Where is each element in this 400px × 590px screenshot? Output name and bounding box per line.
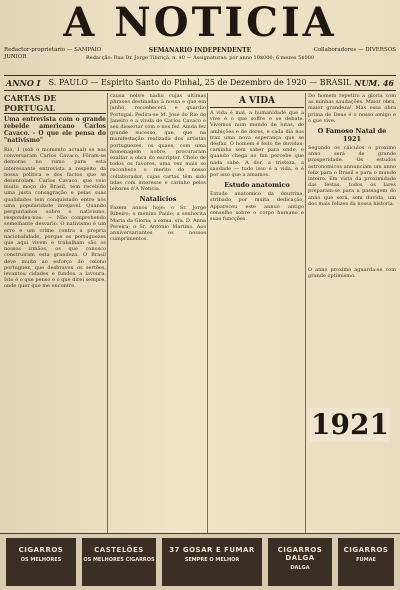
column-1 [4, 93, 106, 533]
article-body: Estudo anatomico da doutrina, stribado por muita dedicação, Appareceu este annuo antigo conselho sobre o corpo humano e suas funcções. [210, 191, 304, 223]
year-label: ANNO I [6, 78, 41, 88]
section-title: A VIDA [210, 96, 304, 108]
column-4 [308, 93, 396, 533]
article-body: Rio, 1 (sob o momento actual) se nos conversaram Carlos Cavaco. Fôram-se demoras no rumo para esta interessante entrevista a respeito da nossa politica e dos factos que se desenrolam. Carlos Cavaco, que veio muito moço do Brasil, tem recebido uma justa consagração e pelas suas qualidades tem conquistado entre nós uma popularidade invejavel. Quando perguntamos sobre o nativismo, respondeu-nos: — Não comprehendo semelhante desvario. O nativismo é um erro e um crime contra a propria nacionalidade, porque os portuguezes que aqui vivem e trabalham são os nossos irmãos, os que conosco construiram esta grandeza. O Brasil deve muito ao esforço do colono portuguez, que desbravou os sertões, levantou cidades e fundou a lavoura. Isto é o que penso e o que direi sempre, onde quer que me encontre. [4, 147, 106, 290]
column-2 [110, 93, 206, 533]
article-body: Segundo os cálculos o proximo anno será de grande prosperidade. Os estudos astronomicos annunciam um anno feliz para o Brasil e para o mundo inteiro. Em vista da proximidade das festas, todos os lares preparam-se para a passagem do anno que será, sem duvida, um dos mais felizes da nossa historia. [308, 145, 396, 207]
ad-castelloes: CASTELÕES OS MELHORES CIGARROS [82, 538, 156, 586]
masthead [0, 0, 400, 46]
article-body: Do homem repetiro a gloria com as minhas saudações. Maior obra, maior grandeza! Mas essa obra prima de Deus é o nosso amigo e o que vive. [308, 93, 396, 124]
ad-gosar-fumar: 37 GOSAR E FUMAR SEMPRE O MELHOR [162, 538, 262, 586]
masthead-info [4, 47, 396, 65]
place-date: S. PAULO — Espirito Santo do Pinhal, 25 de Dezembro de 1920 — BRASIL [48, 78, 352, 87]
editor-info: Redactor-proprietario — SAMPAIO JUNIOR [4, 47, 102, 60]
year-1921-graphic: 1921 [311, 408, 389, 441]
subsection-title: Natalicios [139, 195, 177, 204]
subscription-info: Redacção: Rua Dr. Jorge Tibiriçá, n. 40 — Assignaturas: por anno 10$000; 6 mezes 5$000 [85, 55, 314, 61]
subsection-title: O Famoso Natal de 1921 [317, 127, 387, 144]
article-body: O anno proximo aguarda-se com grande optimismo. [308, 267, 396, 280]
article-columns [4, 93, 396, 533]
article-body: A vida é mal, a humanidade que a vive é o que soffre e se debate. Vivemos num mundo de lutas, de ambições e de dores, e cada dia nos traz uma nova esperança que se desfaz. O homem é feito de duvidas; caminha sem saber para onde, e quando chega ao fim percebe que nada sabe. A dor, a tristeza, a saudade — tudo isso é a vida, e é por isso que a amamos. [210, 110, 304, 179]
article-body: Fazem annos hoje: o Sr. Jorge Ribeiro; o menino Paulo; a senhorita Maria da Gloria; a exma. sra. D. Anna Pereira; o Sr. Antonio Martins. Aos anniversariantes os nossos cumprimentos. [110, 205, 206, 243]
newspaper-title: A NOTICIA [63, 0, 337, 46]
article-headline: Uma entrevista com o grande rebelde americano Carlos Cavaco. - O que ele pensa do "nativismo" [4, 116, 106, 144]
section-title: CARTAS DE PORTUGAL [4, 93, 106, 114]
article-body: causa nobre nadiu cujas ultimas phrases destinadas á nossa e que em junho, reconhecerá e quardio Portugal. Pedira-se M. José do Rio de Janeiro e a vinda de Carlos Cavaco e seu dissertar com o nos fez. Ainda fez grande sucesso, que, que na manifestação realizada dos artistas portuguezes, os quaes, com uma homenagem nobre, procuraram exaltar a obra do escriptor. Cheio de todos os favores, uma vez mais se reconhece o merito do nosso collaborador, cujas cartas têm sido lidas com interesse e carinho pelos leitores d'A Noticia. [110, 93, 206, 193]
column-3 [210, 93, 304, 533]
column-divider [207, 93, 208, 533]
weekly-label: SEMANARIO INDEPENDENTE [148, 47, 252, 54]
column-divider [107, 93, 108, 533]
column-divider [305, 93, 306, 533]
subsection-title: Estudo anatomico [224, 181, 290, 190]
ad-dalga: CIGARROS DALGA DALGA [268, 538, 332, 586]
issue-number: NUM. 46 [354, 78, 394, 88]
ad-cigarros-2: CIGARROS FUMAE [338, 538, 394, 586]
contributors-info: Collaboradores — DIVERSOS [313, 47, 396, 53]
dateline [4, 75, 396, 91]
ad-cigarros-1: CIGARROS OS MELHORES [6, 538, 76, 586]
advertisement-strip [0, 533, 400, 590]
